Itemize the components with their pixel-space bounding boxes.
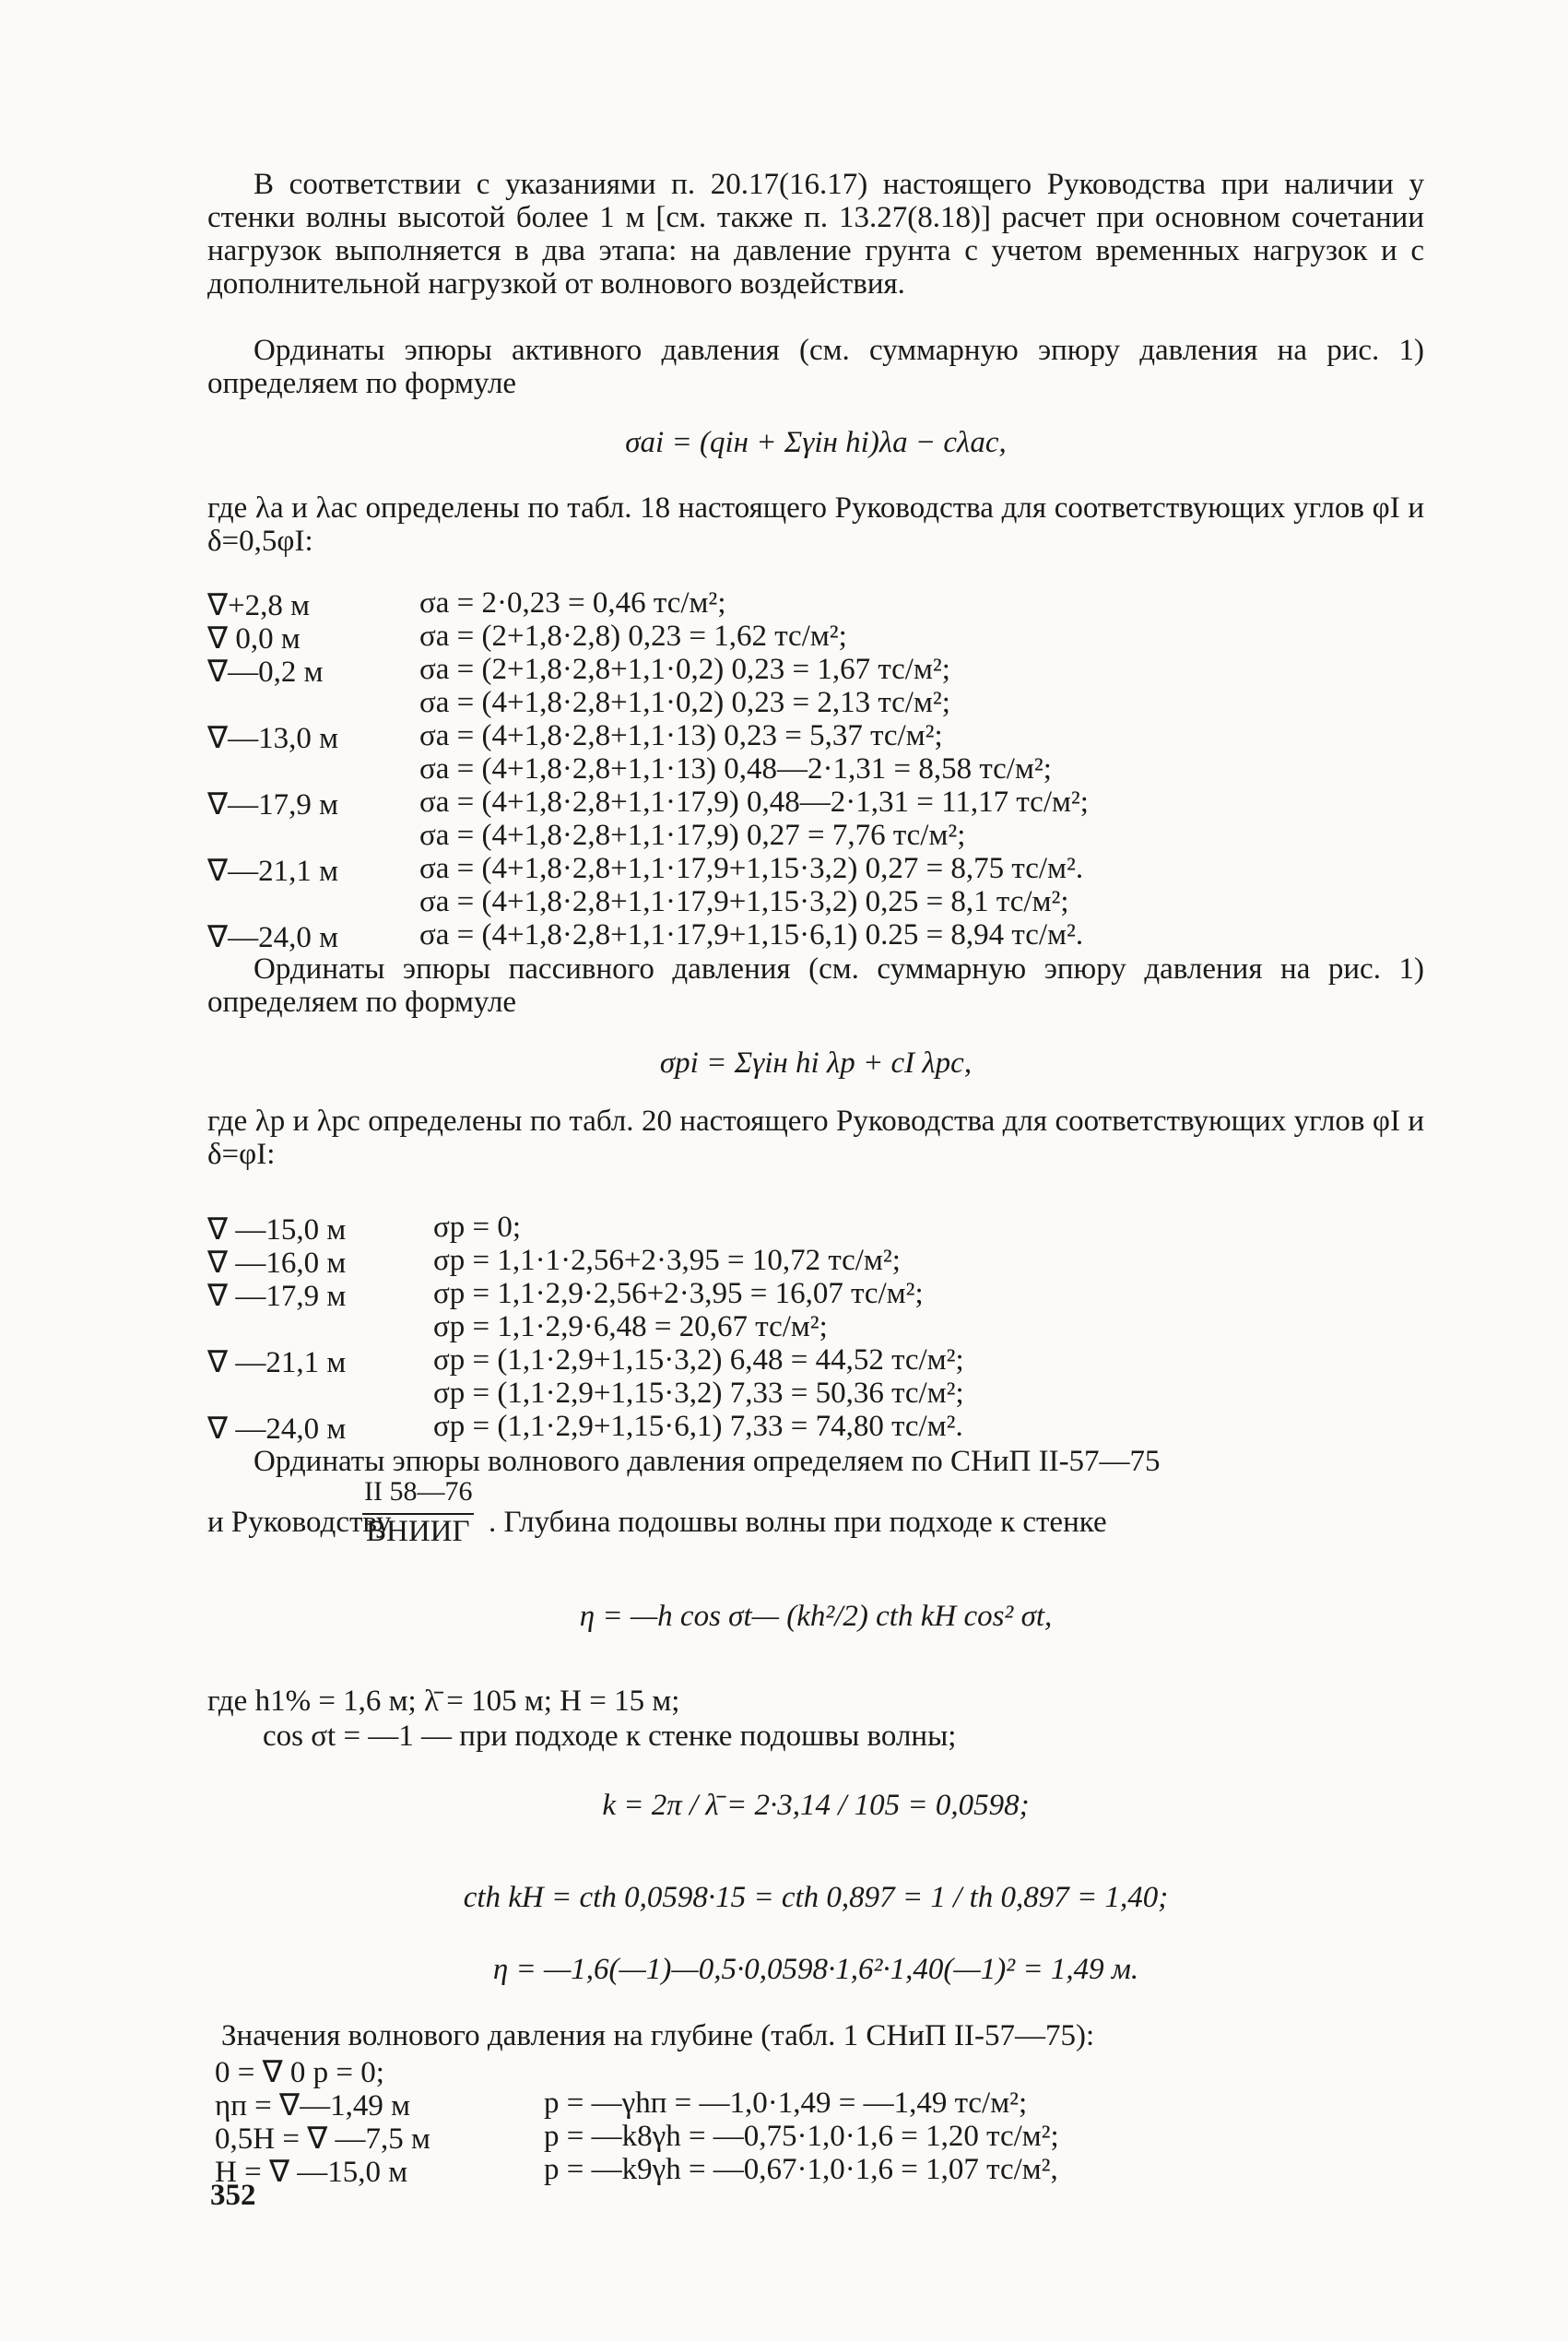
wave-title-line: Ординаты эпюры волнового давления определяем по СНиП II-57—75 [253, 1445, 1161, 1478]
passive-row-equation: σp = 1,1·2,9·6,48 = 20,67 тс/м²; [433, 1310, 828, 1343]
active-row-equation: σa = (4+1,8·2,8+1,1·17,9+1,15·3,2) 0,25 = 8,1 тс/м²; [419, 885, 1069, 918]
intro-paragraph: В соответствии с указаниями п. 20.17(16.17) настоящего Руководства при наличии у стенки волны высотой более 1 м [см. также п. 13.27(8.18)] расчет при основном сочетании нагрузок выполняется в два этапа: на давление грунта с учетом временных нагрузок и с дополнительной нагрузкой от волнового воздействия. [207, 168, 1424, 301]
active-row-level: ∇—17,9 м [207, 788, 338, 822]
active-row-equation: σa = (4+1,8·2,8+1,1·13) 0,23 = 5,37 тс/м²; [419, 719, 943, 752]
passive-row-equation: σp = 0; [433, 1211, 522, 1244]
active-where-paragraph: где λa и λac определены по табл. 18 настоящего Руководства для соответствующих углов φI и δ=0,5φI: [207, 491, 1424, 558]
passive-row-equation: σp = (1,1·2,9+1,15·3,2) 6,48 = 44,52 тс/м²; [433, 1343, 964, 1377]
passive-where-paragraph: где λp и λpc определены по табл. 20 настоящего Руководства для соответствующих углов φI и δ=φI: [207, 1105, 1424, 1171]
active-title-paragraph: Ординаты эпюры активного давления (см. суммарную эпюру давления на рис. 1) определяем по формуле [207, 334, 1424, 400]
eta-result: η = —1,6(—1)—0,5·0,0598·1,6²·1,40(—1)² = 1,49 м. [492, 1953, 1139, 1986]
passive-row-equation: σp = (1,1·2,9+1,15·3,2) 7,33 = 50,36 тс/м²; [433, 1377, 964, 1410]
active-row-equation: σa = (2+1,8·2,8+1,1·0,2) 0,23 = 1,67 тс/м²; [419, 653, 950, 686]
cos-line: cos σt = —1 — при подходе к стенке подошвы волны; [263, 1720, 957, 1753]
wave-values-title: Значения волнового давления на глубине (табл. 1 СНиП II-57—75): [221, 2019, 1095, 2052]
wave-title-line-2b: . Глубина подошвы волны при подходе к стенке [489, 1506, 1107, 1539]
passive-row-level: ∇ —15,0 м [207, 1213, 347, 1247]
active-row-equation: σa = (4+1,8·2,8+1,1·17,9+1,15·3,2) 0,27 = 8,75 тс/м². [419, 852, 1084, 885]
wave-row-level: 0 = ∇ 0 p = 0; [215, 2056, 384, 2089]
active-row-equation: σa = (4+1,8·2,8+1,1·0,2) 0,23 = 2,13 тс/м²; [419, 686, 950, 719]
passive-title-paragraph: Ординаты эпюры пассивного давления (см. суммарную эпюру давления на рис. 1) определяем по формуле [207, 952, 1424, 1019]
passive-row-level: ∇ —17,9 м [207, 1280, 347, 1313]
wave-row-level: H = ∇ —15,0 м [215, 2156, 408, 2189]
wave-row-level: 0,5H = ∇ —7,5 м [215, 2122, 430, 2156]
active-pressure-formula: σai = (qiн + Σγiн hi)λa − cλac, [625, 426, 1007, 459]
active-row-level: ∇+2,8 м [207, 589, 311, 622]
eta-formula: η = —h cos σt— (kh²/2) cth kH cos² σt, [579, 1600, 1053, 1633]
wave-row-level: ηп = ∇—1,49 м [215, 2089, 410, 2122]
active-row-level: ∇—21,1 м [207, 855, 338, 888]
active-row-equation: σa = 2·0,23 = 0,46 тс/м²; [419, 586, 726, 620]
active-row-equation: σa = (4+1,8·2,8+1,1·17,9+1,15·6,1) 0.25 = 8,94 тс/м². [419, 918, 1084, 952]
passive-row-level: ∇ —16,0 м [207, 1247, 347, 1280]
active-row-level: ∇—24,0 м [207, 921, 338, 954]
passive-pressure-formula: σpi = Σγiн hi λp + cI λpc, [659, 1046, 973, 1080]
active-row-level: ∇—13,0 м [207, 722, 338, 755]
cth-formula: cth kH = cth 0,0598·15 = cth 0,897 = 1 / th 0,897 = 1,40; [463, 1881, 1169, 1914]
active-row-level: ∇ 0,0 м [207, 622, 301, 656]
wave-row-equation: p = —γhп = —1,0·1,49 = —1,49 тс/м²; [544, 2087, 1028, 2120]
wave-title-line-2a: и Руководству [207, 1506, 392, 1539]
passive-row-equation: σp = 1,1·2,9·2,56+2·3,95 = 16,07 тс/м²; [433, 1277, 924, 1310]
wave-row-equation: p = —k8γh = —0,75·1,0·1,6 = 1,20 тс/м²; [544, 2120, 1059, 2153]
passive-row-equation: σp = 1,1·1·2,56+2·3,95 = 10,72 тс/м²; [433, 1244, 901, 1277]
active-row-level: ∇—0,2 м [207, 656, 324, 689]
active-row-equation: σa = (2+1,8·2,8) 0,23 = 1,62 тс/м²; [419, 620, 847, 653]
wave-fraction-numerator: II 58—76 [364, 1476, 473, 1507]
k-formula: k = 2π / λ̄ = 2·3,14 / 105 = 0,0598; [602, 1789, 1030, 1822]
wave-row-equation: p = —k9γh = —0,67·1,0·1,6 = 1,07 тс/м², [544, 2153, 1058, 2186]
where-h-line: где h1% = 1,6 м; λ̄ = 105 м; H = 15 м; [207, 1685, 680, 1718]
active-row-equation: σa = (4+1,8·2,8+1,1·17,9) 0,27 = 7,76 тс/м²; [419, 819, 966, 852]
passive-row-level: ∇ —21,1 м [207, 1346, 347, 1379]
active-row-equation: σa = (4+1,8·2,8+1,1·13) 0,48—2·1,31 = 8,58 тс/м²; [419, 752, 1052, 786]
passive-row-level: ∇ —24,0 м [207, 1413, 347, 1446]
page-number: 352 [210, 2179, 256, 2212]
wave-fraction-denominator: ВНИИГ [362, 1513, 474, 1549]
passive-row-equation: σp = (1,1·2,9+1,15·6,1) 7,33 = 74,80 тс/м². [433, 1410, 963, 1443]
active-row-equation: σa = (4+1,8·2,8+1,1·17,9) 0,48—2·1,31 = 11,17 тс/м²; [419, 786, 1089, 819]
